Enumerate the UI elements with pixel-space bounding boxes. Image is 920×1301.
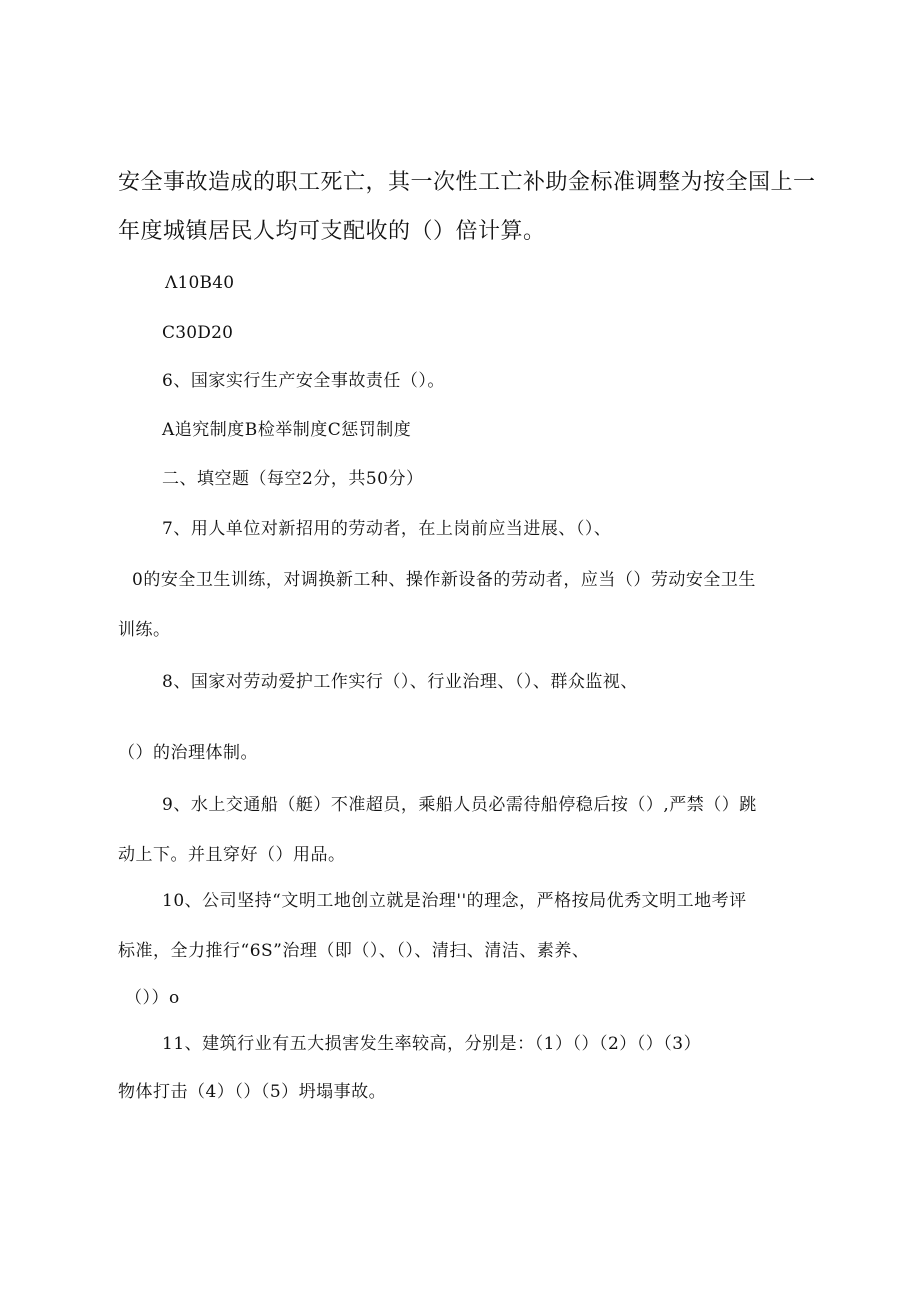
text-line-1: 安全事故造成的职工死亡，其一次性工亡补助金标准调整为按全国上一 — [118, 170, 816, 195]
question-7-cont-1: 0的安全卫生训练，对调换新工种、操作新设备的劳动者，应当（）劳动安全卫生 — [132, 570, 756, 590]
option-line-ab: Λ10B40 — [165, 273, 235, 293]
question-10: 10、公司坚持“文明工地创立就是治理''的理念，严格按局优秀文明工地考评 — [162, 891, 747, 911]
question-6: 6、国家实行生产安全事故责任（）。 — [162, 371, 445, 391]
question-8: 8、国家对劳动爱护工作实行（）、行业治理、（）、群众监视、 — [162, 672, 638, 692]
question-11-cont: 物体打击（4）（）（5）坍塌事故。 — [118, 1082, 387, 1102]
question-9: 9、水上交通船（艇）不准超员，乘船人员必需待船停稳后按（）,严禁（）跳 — [162, 795, 757, 815]
question-10-cont-2: （））o — [125, 988, 180, 1008]
question-6-options: A追究制度B检举制度C惩罚制度 — [162, 420, 412, 440]
question-10-cont-1: 标准，全力推行“6S”治理（即（）、（）、清扫、清洁、素养、 — [118, 941, 590, 961]
text-line-2: 年度城镇居民人均可支配收的（）倍计算。 — [118, 219, 546, 244]
question-7: 7、用人单位对新招用的劳动者，在上岗前应当进展、（）、 — [162, 519, 612, 539]
option-line-cd: C30D20 — [162, 323, 234, 343]
question-7-cont-2: 训练。 — [118, 620, 171, 640]
question-9-cont: 动上下。并且穿好（）用品。 — [118, 845, 346, 865]
section-heading-fill-blank: 二、填空题（每空2分，共50分） — [162, 469, 424, 489]
question-11: 11、建筑行业有五大损害发生率较高，分别是：（1）（）（2）（）（3） — [162, 1034, 702, 1054]
question-8-cont: （）的治理体制。 — [118, 743, 258, 763]
